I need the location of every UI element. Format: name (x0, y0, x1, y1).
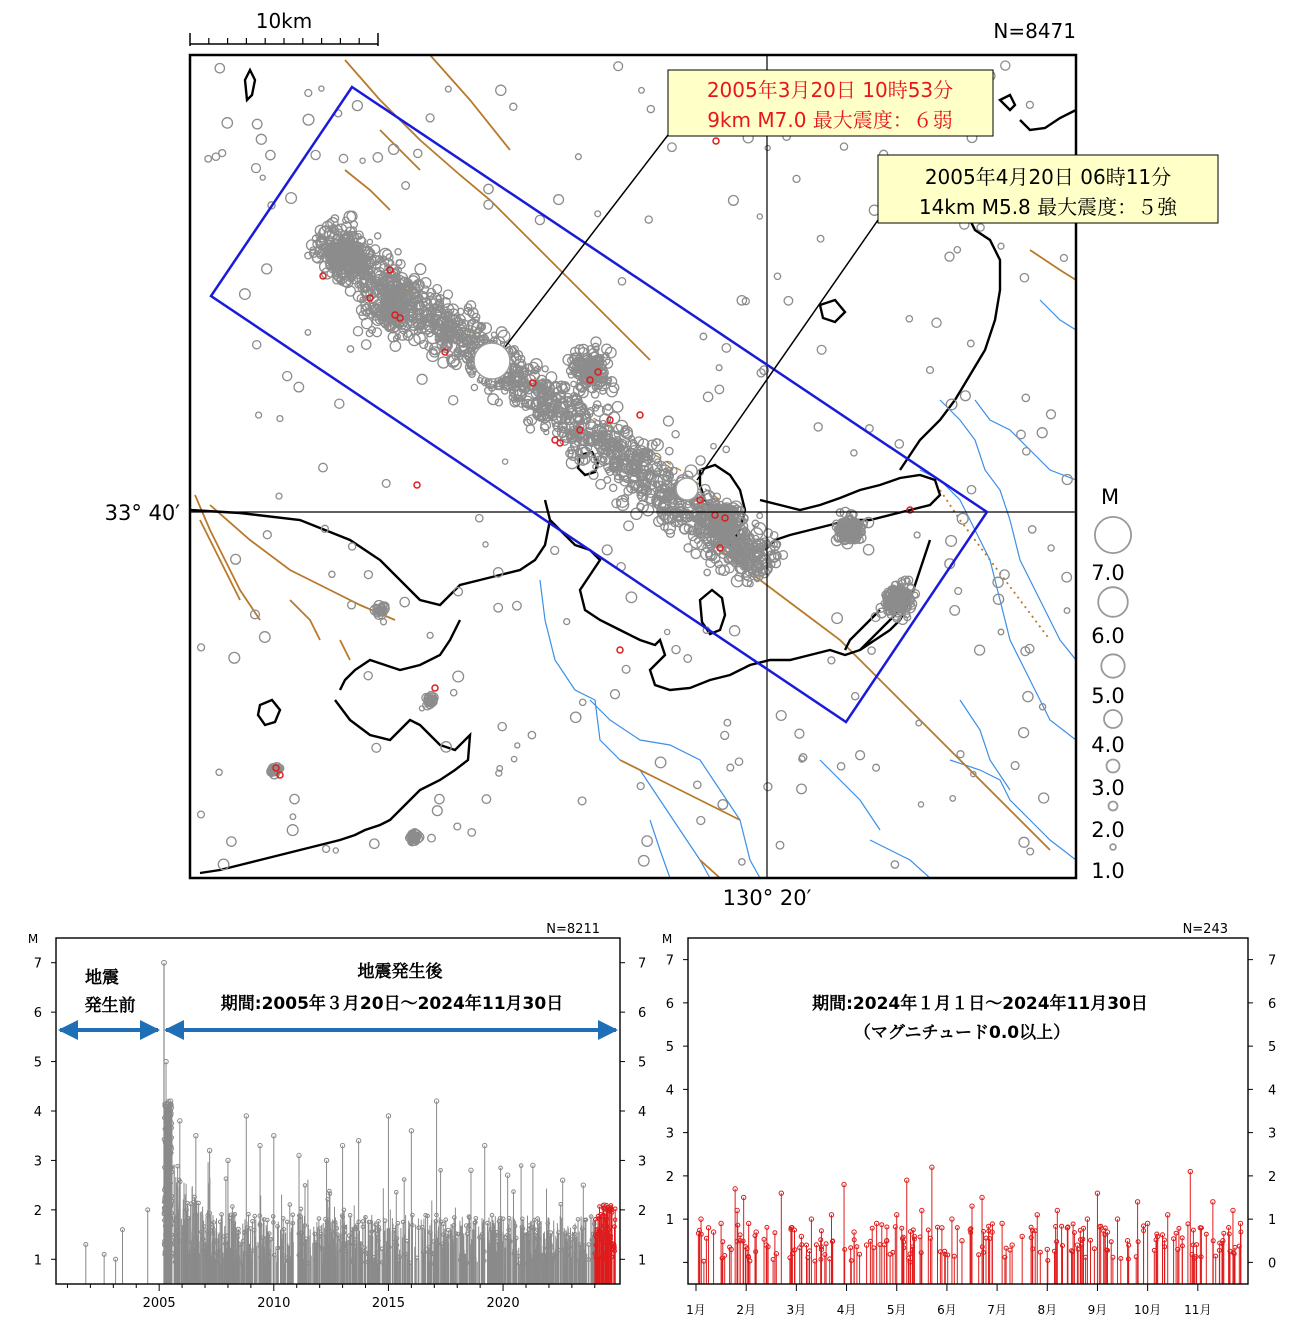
epicenter (639, 88, 645, 94)
epicenter (624, 521, 634, 531)
epicenter (496, 85, 506, 95)
epicenter (426, 114, 434, 122)
epicenter (1062, 572, 1072, 582)
epicenter (739, 859, 745, 865)
epicenter (1027, 848, 1034, 855)
epicenter (382, 480, 390, 488)
legend-title: M (1100, 485, 1120, 509)
epicenter (1047, 410, 1056, 419)
epicenter (611, 690, 620, 699)
epicenter (492, 332, 497, 337)
epicenter (576, 154, 582, 160)
legend-label: 5.0 (1091, 684, 1125, 708)
epicenter (645, 216, 652, 223)
epicenter (494, 603, 503, 612)
epicenter (290, 794, 299, 803)
legend-label: 4.0 (1091, 733, 1125, 757)
epicenter (664, 416, 674, 426)
epicenter (832, 613, 843, 624)
mainshock-leader (505, 135, 668, 347)
epicenter (817, 235, 824, 242)
epicenter (348, 601, 356, 609)
epicenter (704, 569, 710, 575)
epicenter (415, 264, 426, 275)
recent-epicenter (713, 138, 719, 144)
epicenter (837, 763, 844, 770)
epicenter (932, 318, 941, 327)
epicenter (414, 149, 422, 157)
epicenter (891, 861, 898, 868)
largest-aftershock-epicenter (676, 478, 698, 500)
epicenter (975, 645, 985, 655)
epicenter (700, 333, 707, 340)
epicenter (231, 554, 241, 564)
epicenter (977, 224, 984, 231)
epicenter (1023, 448, 1030, 455)
epicenter (642, 836, 652, 846)
epicenter (697, 817, 705, 825)
epicenter (723, 446, 729, 452)
epicenter (998, 629, 1004, 635)
epicenter (1026, 101, 1033, 108)
epicenter (722, 344, 731, 353)
epicenter (454, 823, 461, 830)
epicenter (528, 731, 535, 738)
epicenter (672, 646, 680, 654)
epicenter (445, 86, 451, 92)
epicenter (370, 839, 379, 848)
left-ytick-label: 1 (33, 1253, 42, 1269)
epicenter (668, 143, 677, 152)
left-ytick-label-right: 7 (638, 956, 647, 972)
epicenter (1022, 394, 1029, 401)
epicenter (716, 365, 722, 371)
epicenter (694, 781, 701, 788)
legend-circle (1107, 760, 1120, 773)
epicenter (1037, 428, 1047, 438)
epicenter (793, 175, 800, 182)
epicenter (1001, 61, 1010, 70)
epicenter (449, 396, 458, 405)
epicenter (1060, 255, 1067, 262)
legend-circle (1098, 587, 1128, 617)
epicenter (205, 156, 212, 163)
epicenter (229, 652, 240, 663)
epicenter (381, 619, 387, 625)
epicenter (852, 693, 859, 700)
epicenter (435, 794, 444, 803)
epicenter (711, 444, 716, 449)
left-xtick-label: 2005 (142, 1296, 176, 1311)
epicenter (691, 549, 700, 558)
epicenter (863, 545, 873, 555)
epicenter (484, 184, 493, 193)
epicenter (945, 252, 954, 261)
left-ylabel: M (27, 932, 39, 946)
left-ytick-label: 2 (33, 1203, 42, 1219)
epicenter (666, 447, 673, 454)
epicenter (262, 264, 272, 274)
epicenter (364, 672, 372, 680)
epicenter (610, 484, 617, 491)
epicenter (432, 806, 442, 816)
epicenter (618, 278, 625, 285)
epicenter (1020, 274, 1028, 282)
epicenter (372, 743, 381, 752)
legend-label: 3.0 (1091, 776, 1125, 800)
legend-circle (1110, 844, 1116, 850)
epicenter (914, 532, 920, 538)
epicenter (564, 619, 570, 625)
left-xtick-label: 2010 (257, 1296, 291, 1311)
epicenter (367, 239, 372, 244)
left-xtick-label: 2015 (371, 1296, 405, 1311)
epicenter (287, 825, 298, 836)
epicenter (266, 150, 275, 159)
epicenter (614, 62, 623, 71)
latitude-label: 33° 40′ (104, 501, 180, 525)
epicenter (721, 731, 729, 739)
epicenter (797, 784, 807, 794)
epicenter (256, 134, 266, 144)
epicenter (868, 647, 875, 654)
epicenter (998, 243, 1004, 249)
epicenter (305, 90, 312, 97)
epicenter (453, 671, 464, 682)
epicenter (950, 606, 960, 616)
epicenter (647, 106, 654, 113)
epicenter (290, 814, 296, 820)
epicenter (260, 632, 271, 643)
epicenter (718, 800, 728, 810)
epicenter (498, 723, 506, 731)
epicenter (400, 597, 409, 606)
epicenter (256, 412, 262, 418)
epicenter (672, 431, 679, 438)
epicenter (776, 841, 784, 849)
epicenter (252, 119, 262, 129)
epicenter (329, 571, 335, 577)
legend-label: 1.0 (1091, 859, 1125, 883)
epicenter (799, 754, 806, 761)
epicenter (349, 543, 356, 550)
epicenter (580, 699, 586, 705)
mainshock-annotation-line1: 2005年3月20日 10時53分 (706, 78, 954, 102)
epicenter-map (105, 9, 1218, 910)
epicenter (596, 480, 606, 490)
epicenter (339, 154, 347, 162)
epicenter (724, 719, 731, 726)
epicenter (353, 327, 362, 336)
epicenter (253, 341, 261, 349)
epicenter (856, 751, 865, 760)
epicenter (417, 374, 427, 384)
legend-label: 2.0 (1091, 818, 1125, 842)
aftershock-annotation-line1: 2005年4月20日 06時11分 (924, 165, 1172, 189)
epicenter (655, 757, 666, 768)
epicenter (390, 341, 400, 351)
aftershock-annotation (878, 155, 1218, 223)
epicenter (198, 811, 205, 818)
legend-label: 6.0 (1091, 624, 1125, 648)
epicenter (1039, 793, 1049, 803)
epicenter (1019, 728, 1029, 738)
epicenter (240, 289, 251, 300)
epicenter (1048, 545, 1054, 551)
mainshock-epicenter (474, 343, 510, 379)
epicenter (364, 571, 372, 579)
epicenter (333, 848, 338, 853)
epicenter (510, 103, 517, 110)
epicenter (895, 440, 903, 448)
left-xtick-label: 2020 (486, 1296, 520, 1311)
left-ytick-label-right: 6 (638, 1006, 647, 1022)
mainshock-annotation-line2: 9km M7.0 最大震度：６弱 (707, 108, 953, 132)
left-ytick-label: 3 (33, 1154, 42, 1170)
epicenter (927, 367, 934, 374)
epicenter (212, 153, 219, 160)
epicenter (764, 783, 772, 791)
epicenter (784, 297, 793, 306)
epicenter (967, 486, 975, 494)
epicenter (395, 249, 401, 255)
epicenter (814, 423, 822, 431)
epicenter (311, 150, 320, 159)
epicenter (631, 508, 642, 519)
epicenter (968, 340, 975, 347)
left-ytick-label: 4 (33, 1105, 42, 1120)
left-ytick-label-right: 1 (638, 1253, 647, 1269)
epicenter (609, 383, 619, 393)
left-ytick-label: 6 (33, 1006, 42, 1022)
epicenter (1064, 608, 1070, 614)
epicenter (684, 655, 692, 663)
epicenter (1029, 526, 1036, 533)
epicenter (468, 829, 476, 837)
epicenter (402, 182, 410, 190)
epicenter (729, 196, 739, 206)
epicenter (513, 601, 522, 610)
left-ytick-label-right: 2 (638, 1203, 647, 1219)
epicenter (286, 193, 297, 204)
epicenter (323, 845, 330, 852)
epicenter (774, 273, 780, 279)
left-ytick-label-right: 4 (638, 1105, 647, 1120)
epicenter (1023, 692, 1033, 702)
epicenter (626, 592, 637, 603)
epicenter (955, 588, 962, 595)
epicenter (665, 629, 670, 634)
epicenter (954, 247, 960, 253)
epicenter (622, 665, 630, 673)
epicenter (198, 644, 205, 651)
epicenter (851, 450, 857, 456)
aftershock-leader (697, 220, 878, 480)
epicenter (427, 632, 433, 638)
study-region (211, 87, 987, 722)
epicenter (263, 531, 271, 539)
epicenter (347, 346, 353, 352)
epicenter (612, 402, 623, 413)
epicenter (451, 690, 457, 696)
epicenter (362, 340, 371, 349)
epicenter (551, 546, 559, 554)
epicenter (260, 175, 265, 180)
epicenter (993, 577, 1003, 587)
epicenter (373, 153, 382, 162)
epicenter (578, 797, 586, 805)
epicenter (946, 536, 957, 547)
epicenter (216, 769, 222, 775)
aftershock-annotation-line2: 14km M5.8 最大震度：５強 (918, 195, 1178, 219)
epicenter (554, 195, 564, 205)
epicenter (335, 399, 344, 408)
epicenter (696, 456, 705, 465)
epicenter (639, 856, 650, 867)
mainshock-annotation (668, 70, 993, 136)
epicenter (918, 802, 923, 807)
epicenter (765, 146, 770, 151)
epicenter (215, 63, 224, 72)
epicenter (916, 720, 922, 726)
epicenter (303, 114, 314, 125)
left-ytick-label-right: 5 (638, 1055, 647, 1071)
epicenter (483, 542, 488, 547)
epicenter (961, 391, 971, 401)
epicenter (873, 764, 880, 771)
magnitude-legend (1091, 485, 1131, 883)
map-count-label: N=8471 (993, 19, 1076, 43)
epicenter (757, 214, 762, 219)
epicenter (602, 545, 612, 555)
epicenter (319, 86, 324, 91)
epicenter (730, 626, 740, 636)
epicenter (454, 587, 463, 596)
epicenter (294, 382, 304, 392)
epicenter (360, 158, 365, 163)
epicenter (227, 837, 236, 846)
epicenter (715, 385, 724, 394)
recent-epicenter (637, 412, 643, 418)
epicenter (957, 513, 968, 524)
epicenter (476, 515, 483, 522)
epicenter (283, 372, 292, 381)
legend-label: 7.0 (1091, 561, 1125, 585)
epicenter (511, 756, 516, 761)
epicenter (277, 416, 283, 422)
epicenter (471, 384, 477, 390)
epicenter (305, 330, 311, 336)
epicenter (757, 513, 763, 519)
epicenter (776, 711, 786, 721)
epicenter (595, 211, 601, 217)
scale-bar (190, 9, 378, 46)
recent-epicenter (617, 647, 623, 653)
epicenter (389, 144, 399, 154)
epicenter (515, 743, 520, 748)
epicenter (535, 215, 544, 224)
epicenter (735, 758, 742, 765)
longitude-label: 130° 20′ (722, 886, 812, 910)
magnitude-time-chart-all (28, 922, 646, 1311)
epicenter (1017, 430, 1026, 439)
epicenter (428, 834, 436, 842)
epicenter (828, 657, 835, 664)
epicenter (222, 118, 232, 128)
epicenter (252, 164, 261, 173)
epicenter (817, 345, 826, 354)
epicenter (503, 459, 508, 464)
legend-circle (1109, 802, 1118, 811)
epicenter (571, 712, 581, 722)
epicenter (950, 796, 956, 802)
epicenter (375, 233, 381, 239)
recent-epicenter (432, 685, 438, 691)
epicenter (840, 143, 847, 150)
left-count-label: N=8211 (546, 922, 600, 937)
legend-circle (1095, 517, 1131, 553)
epicenter (1019, 837, 1029, 847)
epicenter (276, 493, 282, 499)
epicenter (319, 463, 328, 472)
left-ytick-label: 7 (33, 956, 42, 972)
epicenter (957, 751, 964, 758)
left-ytick-label-right: 3 (638, 1154, 647, 1170)
epicenter (542, 366, 548, 372)
epicenter (482, 795, 491, 804)
rivers (540, 300, 1076, 878)
epicenter (637, 783, 644, 790)
legend-circle (1101, 654, 1124, 677)
recent-epicenter (414, 482, 420, 488)
epicenter (607, 386, 618, 397)
epicenter (352, 101, 362, 111)
epicenter (795, 729, 804, 738)
epicenter (727, 764, 734, 771)
epicenter (1011, 762, 1019, 770)
left-ytick-label: 5 (33, 1055, 42, 1071)
legend-circle (1104, 710, 1122, 728)
epicenter (484, 200, 493, 209)
scale-label: 10km (255, 9, 313, 33)
epicenter (703, 392, 712, 401)
epicenter (906, 316, 912, 322)
